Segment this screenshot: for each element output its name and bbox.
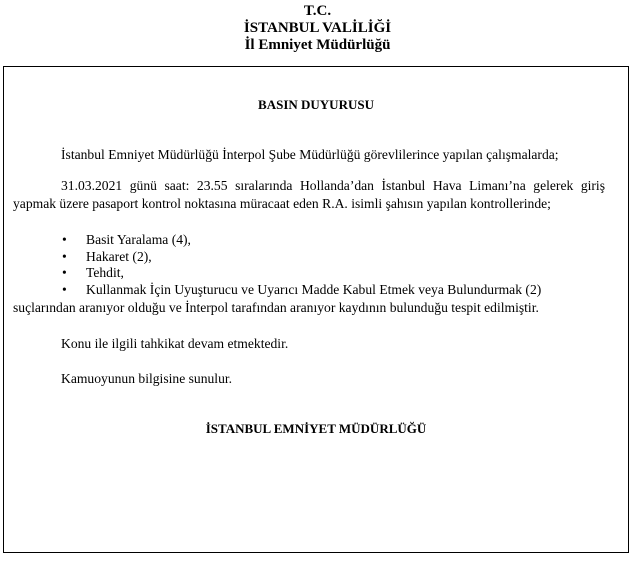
charges-list	[62, 232, 622, 298]
document-header	[0, 3, 635, 54]
charge-text: Hakaret (2),	[86, 248, 152, 264]
investigation-paragraph: Konu ile ilgili tahkikat devam etmektedir.	[61, 336, 289, 351]
charge-text: Tehdit,	[86, 265, 124, 281]
public-notice-paragraph: Kamuoyunun bilgisine sunulur.	[61, 371, 233, 386]
bullet-icon: •	[62, 232, 67, 247]
list-item	[62, 232, 622, 249]
bullet-icon: •	[62, 281, 67, 297]
conclusion-paragraph: suçlarından aranıyor olduğu ve İnterpol tarafından aranıyor kaydının bulunduğu tespit edilmiştir.	[13, 300, 539, 315]
list-item	[62, 282, 622, 299]
header-police-directorate: İl Emniyet Müdürlüğü	[244, 37, 391, 53]
bullet-icon: •	[62, 265, 67, 281]
header-governorship: İSTANBUL VALİLİĞİ	[243, 20, 392, 36]
incident-paragraph: 31.03.2021 günü saat: 23.55 sıralarında Hollanda’dan İstanbul Hava Limanı’na gelerek giriş yapmak üzere pasaport kontrol noktasına müracaat eden R.A. isimli şahısın yapılan kontrollerinde;	[13, 178, 605, 211]
announcement-title: BASIN DUYURUSU	[258, 97, 374, 112]
announcement-frame	[3, 66, 629, 553]
charge-text: Kullanmak İçin Uyuşturucu ve Uyarıcı Madde Kabul Etmek veya Bulundurmak (2)	[86, 281, 542, 297]
bullet-icon: •	[62, 248, 67, 264]
intro-paragraph: İstanbul Emniyet Müdürlüğü İnterpol Şube Müdürlüğü görevlilerince yapılan çalışmalarda;	[61, 147, 559, 162]
list-item	[62, 265, 622, 282]
charge-text: Basit Yaralama (4),	[86, 232, 191, 247]
list-item	[62, 249, 622, 266]
signature-block: İSTANBUL EMNİYET MÜDÜRLÜĞÜ	[205, 421, 427, 436]
header-tc: T.C.	[303, 3, 332, 19]
